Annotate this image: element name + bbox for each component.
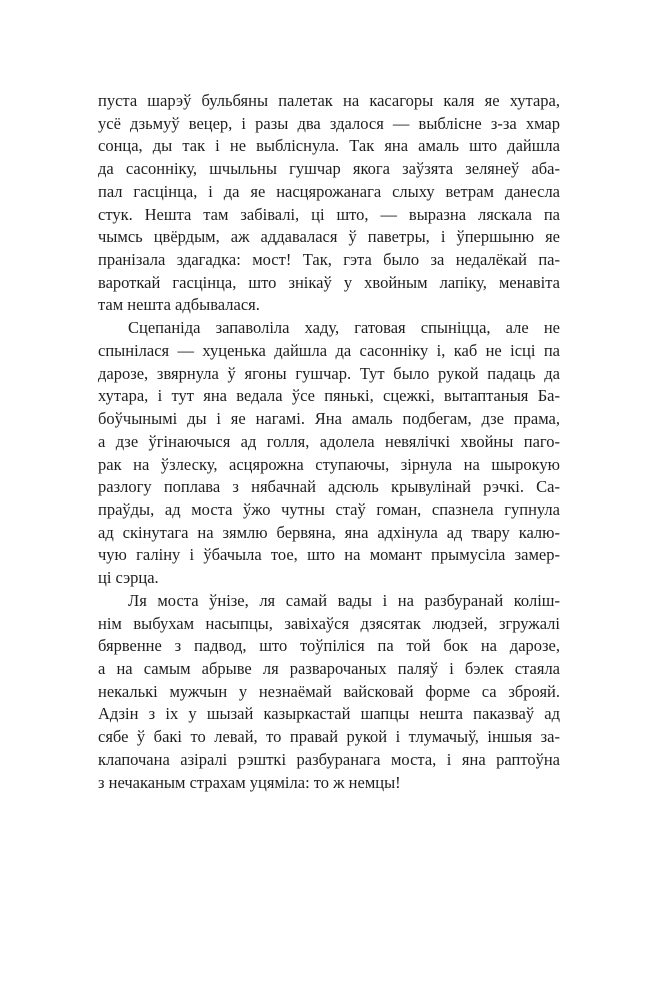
text-line: праўды, ад моста ўжо чутны стаў гоман, спазнела гупнула [98, 499, 560, 519]
text-line: усё дзьмуў вецер, і разы два здалося — выблісне з-за хмар [98, 113, 560, 133]
text-line: разлогу поплава з нябачнай адсюль крывулінай рэчкі. Са- [98, 477, 560, 497]
text-line: а на самым абрыве ля разварочаных паляў і бэлек стаяла [98, 658, 560, 678]
text-line: вароткай гасцінца, што знікаў у хвойным лапіку, менавіта [98, 272, 560, 292]
text-line: Адзін з іх у шызай казыркастай шапцы нешта паказваў ад [98, 704, 560, 724]
text-line: ад скінутага на зямлю бервяна, яна адхінула ад твару калю- [98, 522, 560, 542]
text-line: пуста шарэў бульбяны палетак на касагоры каля яе хутара, [98, 91, 560, 110]
text-line: да сасонніку, шчыльны гушчар якога заўзята зелянеў аба- [98, 159, 560, 179]
text-line: сябе ў бакі то левай, то правай рукой і тлумачыў, іншыя за- [98, 727, 560, 747]
text-line: пранізала здагадка: мост! Так, гэта было за недалёкай па- [98, 250, 560, 270]
text-line: клапочана азіралі рэшткі разбуранага моста, і яна раптоўна [98, 749, 560, 769]
text-line: Ля моста ўнізе, ля самай вады і на разбуранай коліш- [128, 590, 560, 610]
paragraph-2 [98, 317, 560, 590]
text-line: з нечаканым страхам уцяміла: то ж немцы! [98, 772, 401, 792]
text-line: чымсь цвёрдым, аж аддавалася ў паветры, і ўпершыню яе [98, 227, 560, 247]
text-line: рак на ўзлеску, асцярожна ступаючы, зірнула на шырокую [98, 454, 560, 474]
text-line: сонца, ды так і не выбліснула. Так яна амаль што дайшла [98, 136, 560, 156]
text-block [98, 90, 560, 794]
text-line: пал гасцінца, і да яе насцярожанага слыху ветрам данесла [98, 181, 560, 201]
text-line: чую галіну і ўбачыла тое, што на момант прымусіла замер- [98, 545, 560, 565]
text-line: нім выбухам насыпцы, завіхаўся дзясятак людзей, згружалі [98, 613, 560, 633]
text-line: спынілася — хуценька дайшла да сасонніку і, каб не ісці па [98, 340, 560, 360]
text-line: дарозе, звярнула ў ягоны гушчар. Тут было рукой падаць да [98, 363, 560, 383]
paragraph-3 [98, 590, 560, 794]
text-line: там нешта адбывалася. [98, 295, 260, 315]
text-line: боўчынымі ды і яе нагамі. Яна амаль подбегам, дзе прама, [98, 409, 560, 429]
text-line: ці сэрца. [98, 568, 159, 588]
text-line: некалькі мужчын у незнаёмай вайсковай форме са зброяй. [98, 681, 560, 701]
text-line: хутара, і тут яна ведала ўсе пянькі, сцежкі, вытаптаныя Ба- [98, 386, 560, 406]
paragraph-1 [98, 90, 560, 317]
text-line: Сцепаніда запаволіла хаду, гатовая спыніцца, але не [128, 318, 560, 338]
text-line: бярвенне з падвод, што тоўпіліся па той бок на дарозе, [98, 636, 560, 656]
text-line: стук. Нешта там забівалі, ці што, — выразна ляскала па [98, 204, 560, 224]
text-line: а дзе ўгінаючыся ад голля, адолела невялічкі хвойны паго- [98, 431, 560, 451]
